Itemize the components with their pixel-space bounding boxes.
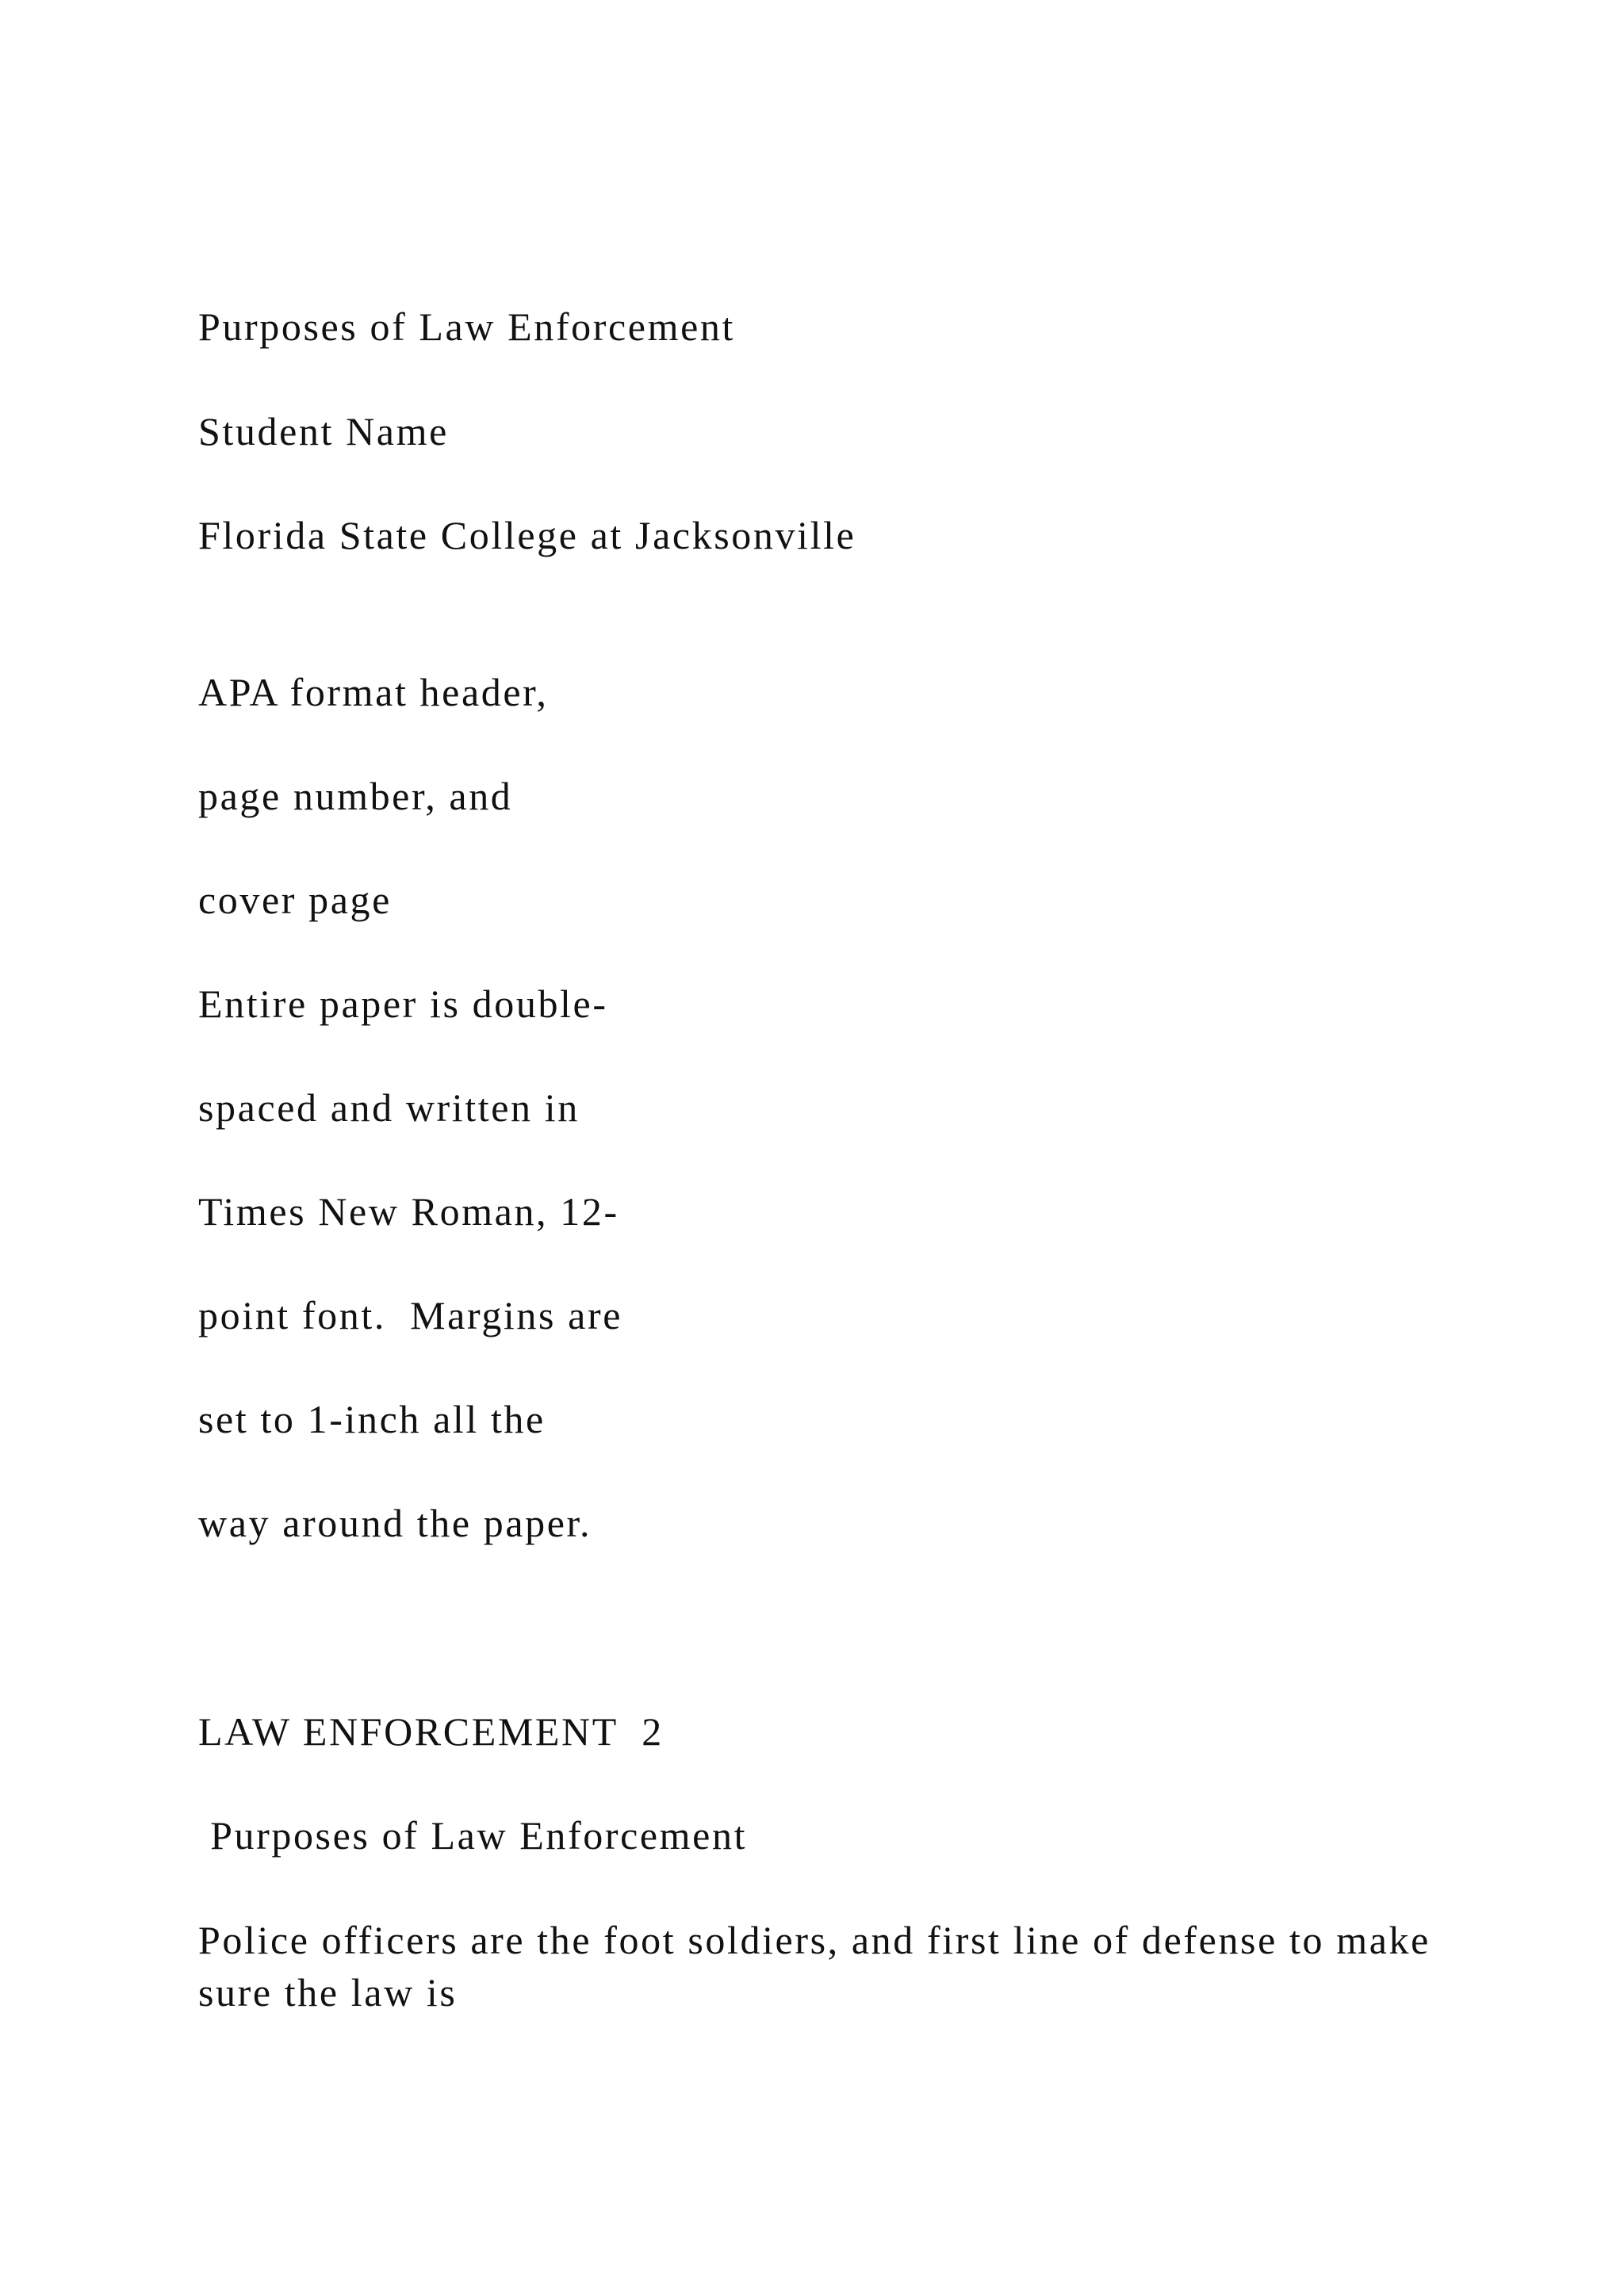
note-line: way around the paper. bbox=[198, 1501, 592, 1545]
note-line: APA format header, bbox=[198, 670, 549, 714]
running-head: LAW ENFORCEMENT 2 bbox=[198, 1709, 664, 1754]
author-name: Student Name bbox=[198, 409, 449, 453]
section-heading: Purposes of Law Enforcement bbox=[198, 1813, 748, 1858]
note-line: point font. Margins are bbox=[198, 1293, 623, 1337]
note-line: page number, and bbox=[198, 774, 513, 818]
note-line: Entire paper is double- bbox=[198, 982, 608, 1026]
institution-name: Florida State College at Jacksonville bbox=[198, 513, 856, 557]
note-line: cover page bbox=[198, 878, 392, 922]
body-paragraph: Police officers are the foot soldiers, and first line of defense to make sure the law is bbox=[198, 1918, 1431, 2015]
note-line: spaced and written in bbox=[198, 1085, 580, 1130]
note-line: Times New Roman, 12- bbox=[198, 1189, 619, 1234]
note-line: set to 1-inch all the bbox=[198, 1397, 546, 1441]
paper-title: Purposes of Law Enforcement bbox=[198, 304, 735, 349]
